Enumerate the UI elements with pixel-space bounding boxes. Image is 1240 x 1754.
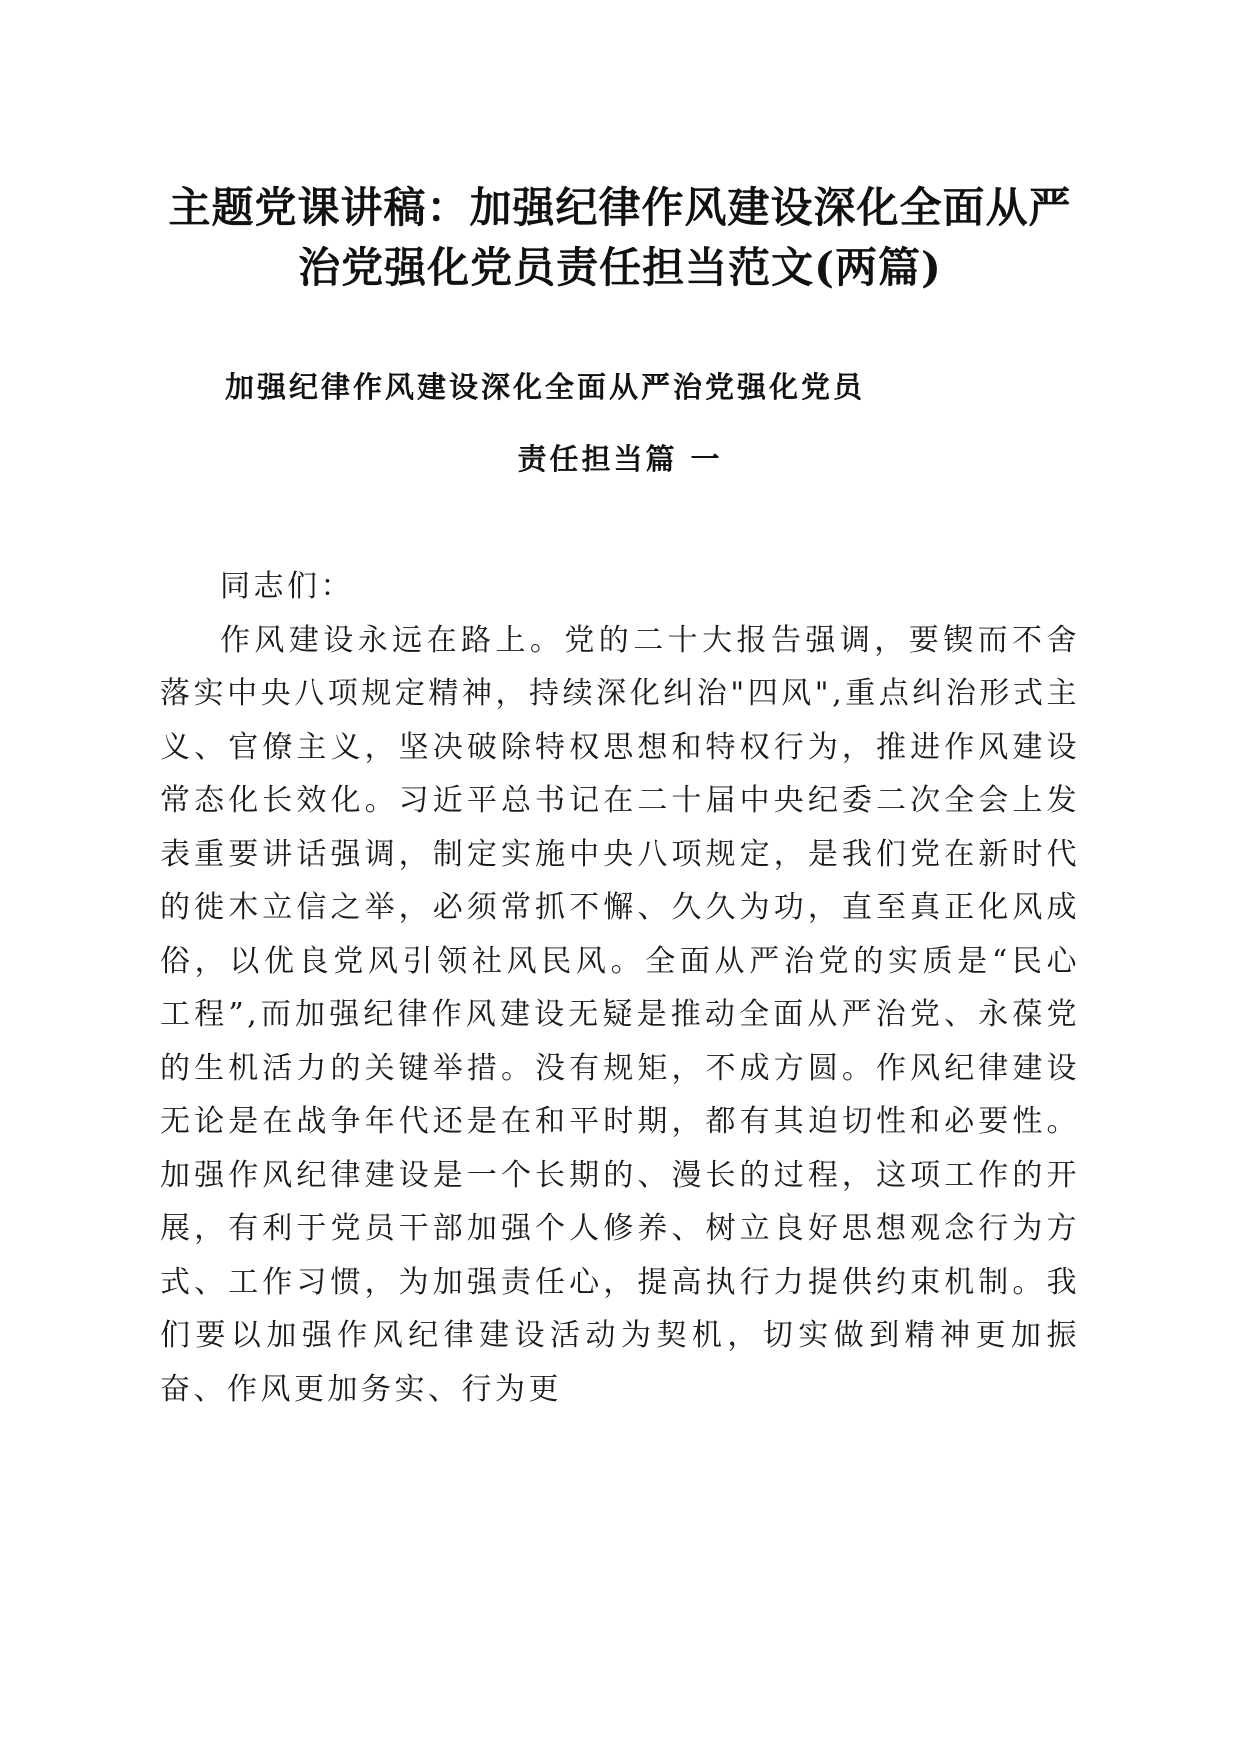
section-heading-line2: 责任担当篇 一 — [517, 442, 723, 476]
section-heading-line1: 加强纪律作风建设深化全面从严治党强化党员 — [225, 370, 866, 404]
document-title: 主题党课讲稿：加强纪律作风建设深化全面从严治党强化党员责任担当范文(两篇) — [168, 183, 1072, 292]
body-paragraph: 作风建设永远在路上。党的二十大报告强调，要锲而不舍落实中央八项规定精神，持续深化纠治"四风",重点纠治形式主义、官僚主义，坚决破除特权思想和特权行为，推进作风建设常态化长效化。习近平总书记在二十届中央纪委二次全会上发表重要讲话强调，制定实施中央八项规定，是我们党在新时代的徙木立信之举，必须常抓不懈、久久为功，直至真正化风成俗，以优良党风引领社风民风。全面从严治党的实质是“民心工程”,而加强纪律作风建设无疑是推动全面从严治党、永葆党的生机活力的关键举措。没有规矩，不成方圆。作风纪律建设无论是在战争年代还是在和平时期，都有其迫切性和必要性。加强作风纪律建设是一个长期的、漫长的过程，这项工作的开展，有利于党员干部加强个人修养、树立良好思想观念行为方式、工作习惯，为加强责任心，提高执行力提供约束机制。我们要以加强作风纪律建设活动为契机，切实做到精神更加振奋、作风更加务实、行为更 — [160, 622, 1080, 1407]
document-body — [160, 560, 1080, 1416]
salutation: 同志们： — [220, 569, 354, 604]
